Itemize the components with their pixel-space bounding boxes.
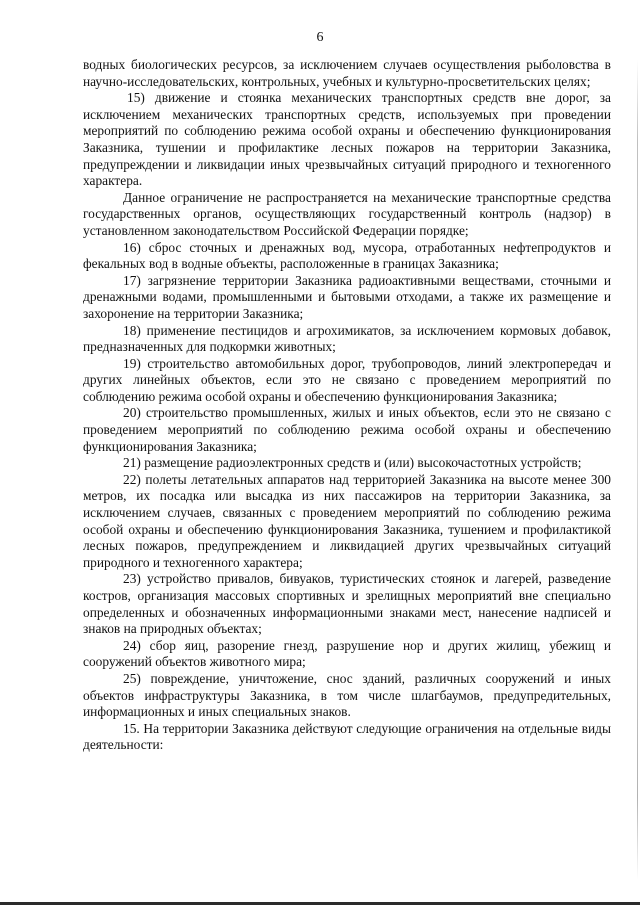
paragraph-exception-note: Данное ограничение не распространяется на механические транспортные средства государственных органов, осуществляющих государственный контроль (надзор) в установленном законодательством Российской Федерации порядке; <box>83 189 611 238</box>
paragraph-item-25: 25) повреждение, уничтожение, снос зданий, различных сооружений и иных объектов инфраструктуры Заказника, в том числе шлагбаумов, предупредительных, информационных и иных специальных знаков. <box>83 670 611 720</box>
paragraph-item-20: 20) строительство промышленных, жилых и иных объектов, если это не связано с проведением мероприятий по соблюдению режима особой охраны и обеспечению функционирования Заказника; <box>83 405 611 454</box>
paragraph-item-18: 18) применение пестицидов и агрохимикатов, за исключением кормовых добавок, предназначенных для подкормки животных; <box>83 322 611 355</box>
paragraph-continuation: водных биологических ресурсов, за исключением случаев осуществления рыболовства в научно-исследовательских, контрольных, учебных и культурно-просветительских целях; <box>83 57 611 89</box>
paragraph-item-22: 22) полеты летательных аппаратов над территорией Заказника на высоте менее 300 метров, их посадка или высадка из них пассажиров на территории Заказника, за исключением случаев, связанных с проведением мероприятий по соблюдению режима особой охраны и обеспечению функционирования Заказника, тушением и профилактикой лесных пожаров, предупреждением и ликвидацией других чрезвычайных ситуаций природного и техногенного характера; <box>83 471 611 570</box>
paragraph-item-16: 16) сброс сточных и дренажных вод, мусора, отработанных нефтепродуктов и фекальных вод в водные объекты, расположенные в границах Заказника; <box>83 239 611 272</box>
paragraph-section-15: 15. На территории Заказника действуют следующие ограничения на отдельные виды деятельности: <box>83 720 611 753</box>
paragraph-item-19: 19) строительство автомобильных дорог, трубопроводов, линий электропередач и других линейных объектов, если это не связано с проведением мероприятий по соблюдению режима особой охраны и обеспечению функционирования Заказника; <box>83 355 611 404</box>
document-body <box>83 57 611 754</box>
paragraph-item-21: 21) размещение радиоэлектронных средств и (или) высокочастотных устройств; <box>123 455 582 471</box>
paragraph-item-23: 23) устройство привалов, бивуаков, туристических стоянок и лагерей, разведение костров, организация массовых спортивных и зрелищных мероприятий вне специально определенных и обозначенных информационными знаками мест, нанесение надписей и знаков на природных объектах; <box>83 571 611 637</box>
paragraph-item-15: 15) движение и стоянка механических транспортных средств вне дорог, за исключением механических транспортных средств, используемых при проведении мероприятий по соблюдению режима особой охраны и обеспечению функционирования Заказника, тушении и профилактике лесных пожаров на территории Заказника, предупреждении и ликвидации иных чрезвычайных ситуаций природного и техногенного характера. <box>83 90 611 189</box>
scan-edge-shadow <box>637 60 638 880</box>
paragraph-item-17: 17) загрязнение территории Заказника радиоактивными веществами, сточными и дренажными водами, промышленными и бытовыми отходами, а также их размещение и захоронение на территории Заказника; <box>83 272 611 321</box>
paragraph-item-24: 24) сбор яиц, разорение гнезд, разрушение нор и других жилищ, убежищ и сооружений объектов животного мира; <box>83 637 611 670</box>
page-number: 6 <box>316 30 324 45</box>
